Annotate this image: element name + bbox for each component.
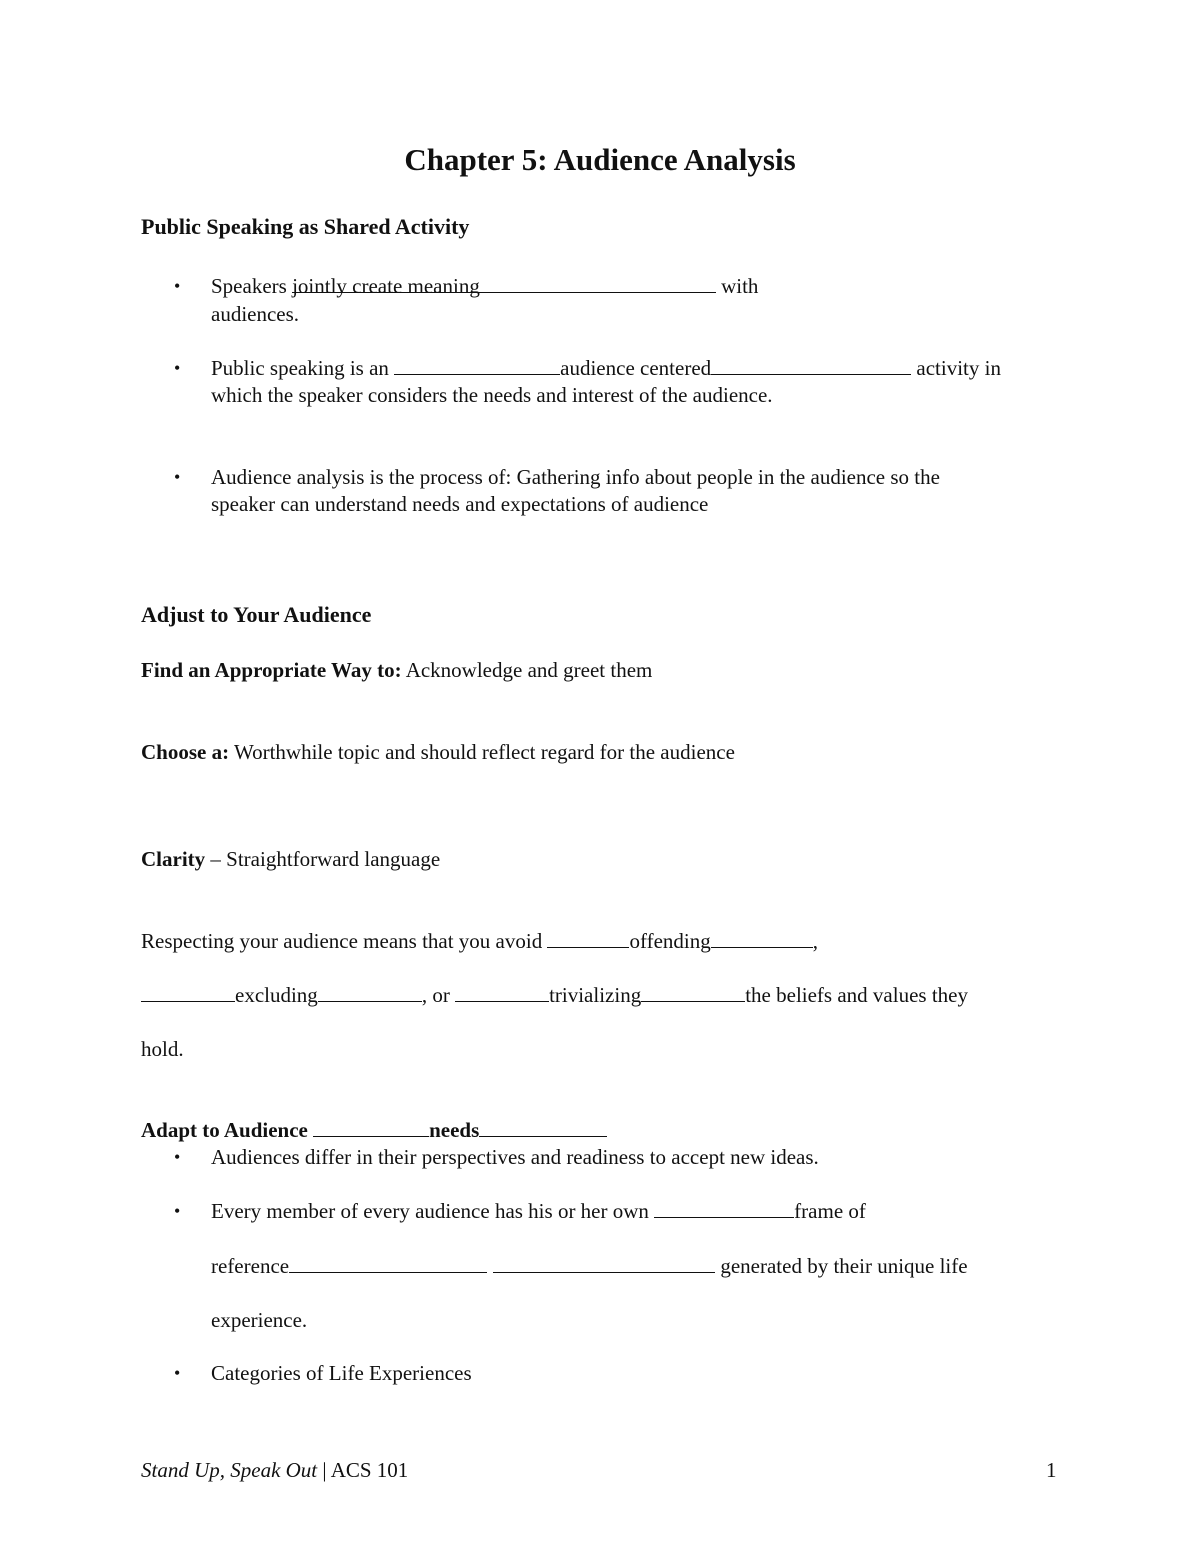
blank-line	[394, 356, 560, 375]
footer-book-title: Stand Up, Speak Out	[141, 1458, 318, 1482]
text-fragment: with	[715, 274, 759, 298]
blank-line	[289, 1254, 487, 1273]
blank-line	[313, 1118, 429, 1137]
text-fragment: Worthwhile topic and should reflect regard for the audience	[229, 740, 735, 764]
bullet-audience-analysis-line1: Audience analysis is the process of: Gathering info about people in the audience so the	[211, 465, 940, 489]
bullet-marker: •	[174, 1147, 181, 1167]
blank-line	[641, 983, 745, 1002]
filled-answer: needs	[429, 1118, 480, 1142]
footer-course: | ACS 101	[317, 1458, 409, 1482]
text-fragment: the beliefs and values they	[745, 983, 968, 1007]
blank-line	[479, 1118, 607, 1137]
label-bold: Choose a:	[141, 740, 230, 764]
text-fragment: Public speaking is an	[211, 356, 395, 380]
bullet-audiences-differ: Audiences differ in their perspectives and readiness to accept new ideas.	[211, 1145, 819, 1169]
blank-line	[711, 356, 911, 375]
blank-line	[654, 1199, 794, 1218]
bullet-public-speaking-line2: which the speaker considers the needs and interest of the audience.	[211, 383, 773, 407]
blank-line	[493, 1254, 715, 1273]
blank-line	[711, 929, 813, 948]
filled-answer: audience centered	[560, 356, 712, 380]
bullet-marker: •	[174, 1363, 181, 1383]
blank-line	[318, 983, 422, 1002]
bullet-categories: Categories of Life Experiences	[211, 1361, 472, 1385]
text-fragment: , or	[421, 983, 456, 1007]
text-fragment: ,	[812, 929, 818, 953]
section-heading-shared-activity: Public Speaking as Shared Activity	[141, 214, 470, 239]
bullet-marker: •	[174, 276, 181, 296]
page-title: Chapter 5: Audience Analysis	[404, 142, 796, 177]
blank-line	[480, 274, 716, 293]
respect-line2	[141, 982, 968, 1009]
filled-answer: reference	[211, 1254, 290, 1278]
bullet-speakers-line1	[211, 273, 758, 300]
filled-answer: frame of	[794, 1199, 866, 1223]
blank-line	[547, 929, 629, 948]
filled-answer: jointly create meaning	[292, 274, 480, 298]
section-heading-adjust: Adjust to Your Audience	[141, 602, 372, 627]
text-fragment: activity in	[911, 356, 1001, 380]
text-fragment: Respecting your audience means that you avoid	[141, 929, 548, 953]
text-fragment: Every member of every audience has his or her own	[211, 1199, 655, 1223]
bullet-public-speaking-line1	[211, 355, 1001, 382]
bullet-speakers-line2: audiences.	[211, 302, 300, 326]
bullet-audience-analysis-line2: speaker can understand needs and expectations of audience	[211, 492, 709, 516]
bullet-frame-of-reference-line3: experience.	[211, 1308, 308, 1332]
blank-line	[141, 983, 235, 1002]
page-number: 1	[1046, 1458, 1057, 1482]
bullet-marker: •	[174, 467, 181, 487]
bullet-marker: •	[174, 358, 181, 378]
text-fragment: Acknowledge and greet them	[401, 658, 653, 682]
respect-line3: hold.	[141, 1037, 184, 1061]
bullet-frame-of-reference-line2	[211, 1253, 968, 1280]
bullet-frame-of-reference-line1	[211, 1198, 866, 1225]
adapt-heading	[141, 1117, 607, 1144]
find-appropriate-way	[141, 657, 652, 684]
page-footer	[141, 1457, 408, 1484]
label-bold: Find an Appropriate Way to:	[141, 658, 402, 682]
clarity-line	[141, 846, 440, 873]
text-fragment: generated by their unique life	[715, 1254, 968, 1278]
text-fragment: Speakers	[211, 274, 293, 298]
text-fragment: – Straightforward language	[205, 847, 441, 871]
bullet-marker: •	[174, 1201, 181, 1221]
respect-line1	[141, 928, 818, 955]
filled-answer: trivializing	[549, 983, 642, 1007]
label-bold: Clarity	[141, 847, 206, 871]
filled-answer: excluding	[235, 983, 318, 1007]
choose-topic	[141, 739, 735, 766]
blank-line	[455, 983, 549, 1002]
heading-text: Adapt to Audience	[141, 1118, 314, 1142]
filled-answer: offending	[629, 929, 711, 953]
